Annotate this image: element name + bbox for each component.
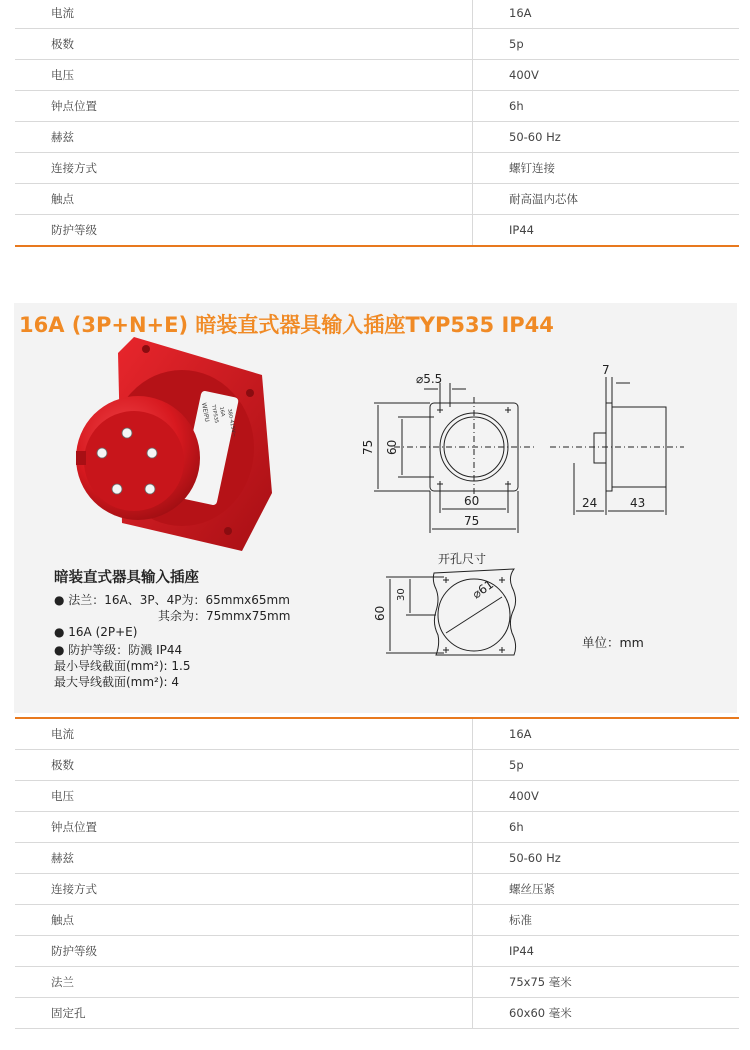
socket-inner — [84, 411, 184, 511]
label-current: 16A — [218, 406, 226, 417]
key-notch — [76, 451, 86, 465]
product-heading: 暗装直式器具输入插座 — [54, 570, 199, 586]
side-plug — [594, 433, 606, 463]
table-row — [15, 750, 739, 781]
row-value: 400V — [509, 68, 539, 82]
dim-side-top: 7 — [602, 363, 610, 377]
row-value: 螺钉连接 — [509, 161, 555, 175]
row-label: 极数 — [15, 750, 473, 780]
spec-line: 最小导线截面(mm²): 1.5 — [54, 659, 191, 673]
table-row — [15, 0, 739, 29]
row-label: 连接方式 — [15, 153, 473, 183]
row-label: 极数 — [15, 29, 473, 59]
screw-hole — [246, 389, 254, 397]
table-row — [15, 936, 739, 967]
row-value: IP44 — [509, 944, 534, 958]
product-title: 16A (3P+N+E) 暗装直式器具输入插座TYP535 IP44 — [19, 313, 554, 337]
row-label: 赫兹 — [15, 122, 473, 152]
row-label: 电流 — [15, 0, 473, 28]
row-label: 连接方式 — [15, 874, 473, 904]
table-row — [15, 719, 739, 750]
row-label: 防护等级 — [15, 936, 473, 966]
row-value: 60x60 毫米 — [509, 1006, 572, 1020]
label-model: TYP535 — [210, 404, 220, 424]
row-label: 防护等级 — [15, 215, 473, 245]
dim-side-right: 43 — [630, 496, 646, 510]
row-value: 16A — [509, 6, 532, 20]
row-value: 6h — [509, 99, 524, 113]
dim-cutout-half: 30 — [396, 588, 407, 601]
row-label: 触点 — [15, 184, 473, 214]
row-label: 钟点位置 — [15, 91, 473, 121]
row-value: 5p — [509, 37, 524, 51]
cutout-title: 开孔尺寸 — [438, 552, 487, 566]
row-label: 法兰 — [15, 967, 473, 997]
row-value: 50-60 Hz — [509, 851, 561, 865]
row-value: 16A — [509, 727, 532, 741]
spec-table-top — [15, 0, 739, 247]
dim-outer-h: 75 — [361, 439, 375, 455]
dim-inner-h: 60 — [385, 439, 399, 455]
table-row — [15, 905, 739, 936]
table-row — [15, 967, 739, 998]
pin — [112, 484, 122, 494]
spec-table-bottom — [15, 717, 739, 1029]
table-row — [15, 153, 739, 184]
dim-inner-w: 60 — [464, 494, 480, 508]
table-row — [15, 781, 739, 812]
row-value: 5p — [509, 758, 524, 772]
row-value: 6h — [509, 820, 524, 834]
row-label: 钟点位置 — [15, 812, 473, 842]
row-value: 75x75 毫米 — [509, 975, 572, 989]
table-row — [15, 812, 739, 843]
unit-label: 单位：mm — [582, 635, 644, 650]
row-value: 400V — [509, 789, 539, 803]
dim-outer-w: 75 — [464, 514, 480, 528]
dim-hole: ⌀5.5 — [416, 372, 443, 386]
dimension-drawing — [354, 363, 694, 663]
table-row — [15, 184, 739, 215]
spec-line: 其余为：75mmx75mm — [158, 609, 291, 623]
row-value: 螺丝压紧 — [509, 882, 555, 896]
dim-cutout-dia: ⌀61 — [469, 577, 497, 602]
dim-cutout-h: 60 — [373, 605, 387, 621]
row-value: 50-60 Hz — [509, 130, 561, 144]
row-label: 电流 — [15, 719, 473, 749]
row-label: 电压 — [15, 781, 473, 811]
pin — [122, 428, 132, 438]
table-row — [15, 122, 739, 153]
row-label: 赫兹 — [15, 843, 473, 873]
row-value: 标准 — [509, 913, 532, 927]
spec-line: 最大导线截面(mm²): 4 — [54, 675, 180, 689]
pin — [145, 484, 155, 494]
row-value: IP44 — [509, 223, 534, 237]
table-row — [15, 998, 739, 1029]
row-label: 电压 — [15, 60, 473, 90]
label-voltage: 380-415V~ — [226, 408, 237, 438]
dim-side-left: 24 — [582, 496, 598, 510]
product-panel — [14, 303, 737, 713]
row-label: 触点 — [15, 905, 473, 935]
pin — [147, 448, 157, 458]
label-brand: WEIPU — [200, 402, 211, 423]
spec-line: ● 法兰：16A、3P、4P为：65mmx65mm — [54, 593, 290, 607]
row-value: 耐高温内芯体 — [509, 192, 578, 206]
table-row — [15, 874, 739, 905]
screw-hole — [142, 345, 150, 353]
screw-hole — [224, 527, 232, 535]
table-row — [15, 215, 739, 247]
table-row — [15, 843, 739, 874]
spec-line: ● 防护等级：防溅 IP44 — [54, 643, 183, 657]
table-row — [15, 91, 739, 122]
table-row — [15, 29, 739, 60]
table-row — [15, 60, 739, 91]
row-label: 固定孔 — [15, 998, 473, 1028]
pin — [97, 448, 107, 458]
spec-line: ● 16A (2P+E) — [54, 625, 138, 639]
socket-image — [62, 333, 302, 553]
